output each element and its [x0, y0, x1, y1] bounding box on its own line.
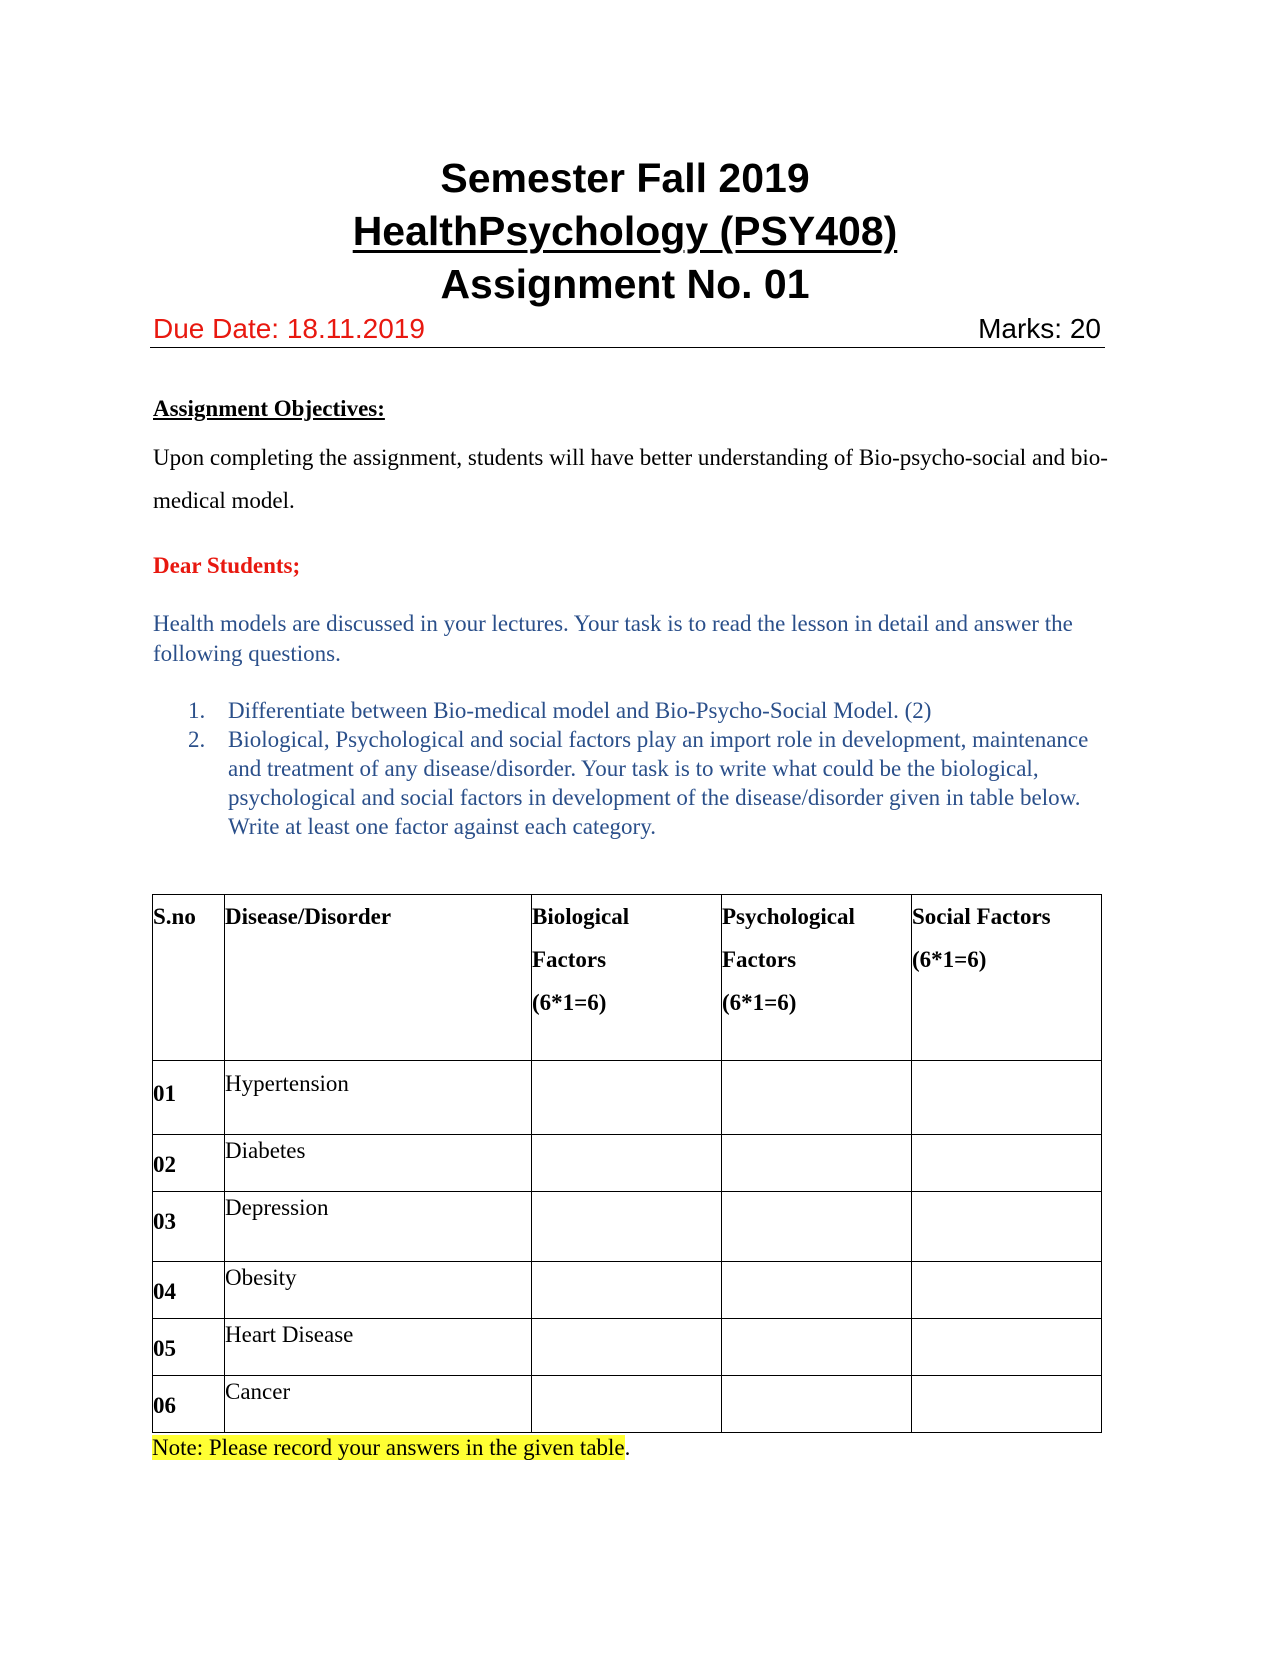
semester-title: Semester Fall 2019 — [440, 155, 810, 201]
note-highlighted-text: Note: Please record your answers in the given table — [152, 1435, 625, 1460]
row-disease-text: Obesity — [225, 1265, 297, 1290]
row-sno-text: 04 — [153, 1279, 176, 1304]
answer-biological-cell[interactable] — [532, 1061, 722, 1135]
header-biological — [532, 895, 722, 1061]
row-sno — [153, 1061, 225, 1135]
course-title — [0, 206, 1250, 256]
row-disease — [225, 1319, 532, 1376]
header-psychological-line: Psychological — [722, 904, 855, 929]
answer-psychological-cell[interactable] — [722, 1376, 912, 1433]
answer-biological-cell[interactable] — [532, 1192, 722, 1262]
row-disease-text: Cancer — [225, 1379, 291, 1404]
table-row — [153, 1319, 1102, 1376]
row-sno-text: 06 — [153, 1393, 176, 1418]
header-disease: Disease/Disorder — [225, 895, 532, 1061]
table-row — [153, 1192, 1102, 1262]
question-number: 2. — [188, 727, 206, 752]
answer-social-cell[interactable] — [912, 1135, 1102, 1192]
answer-social-cell[interactable] — [912, 1376, 1102, 1433]
table-row — [153, 1376, 1102, 1433]
question-list — [153, 696, 1113, 841]
header-psychological-line: (6*1=6) — [722, 990, 797, 1015]
objectives-text: Upon completing the assignment, students will have better understanding of Bio-psycho-social and bio-medical model. — [153, 445, 1108, 513]
answer-biological-cell[interactable] — [532, 1376, 722, 1433]
header-psychological — [722, 895, 912, 1061]
row-sno — [153, 1192, 225, 1262]
row-disease — [225, 1061, 532, 1135]
question-text: Differentiate between Bio-medical model and Bio-Psycho-Social Model. (2) — [228, 698, 932, 723]
answer-social-cell[interactable] — [912, 1192, 1102, 1262]
row-sno-text: 01 — [153, 1081, 176, 1106]
course-title-text: HealthPsychology (PSY408) — [352, 208, 898, 254]
answer-biological-cell[interactable] — [532, 1262, 722, 1319]
table-header-row — [153, 895, 1102, 1061]
header-social-line: (6*1=6) — [912, 947, 987, 972]
header-social-line: Social Factors — [912, 904, 1051, 929]
task-description: Health models are discussed in your lectures. Your task is to read the lesson in detail and answer the following questions. — [153, 611, 1073, 666]
note-tail: . — [624, 1435, 631, 1460]
header-social — [912, 895, 1102, 1061]
row-sno-text: 02 — [153, 1152, 176, 1177]
marks: Marks: 20 — [978, 313, 1101, 344]
header-sno: S.no — [153, 895, 225, 1061]
row-sno — [153, 1319, 225, 1376]
row-disease — [225, 1376, 532, 1433]
answer-biological-cell[interactable] — [532, 1135, 722, 1192]
answer-psychological-cell[interactable] — [722, 1192, 912, 1262]
header-psychological-line: Factors — [722, 947, 797, 972]
answer-social-cell[interactable] — [912, 1319, 1102, 1376]
row-disease-text: Heart Disease — [225, 1322, 354, 1347]
row-disease — [225, 1192, 532, 1262]
table-row — [153, 1061, 1102, 1135]
note — [152, 1433, 630, 1463]
table-row — [153, 1262, 1102, 1319]
question-item — [153, 696, 1113, 725]
row-sno-text: 05 — [153, 1336, 176, 1361]
header-biological-line: Factors — [532, 947, 607, 972]
answer-psychological-cell[interactable] — [722, 1135, 912, 1192]
row-disease — [225, 1135, 532, 1192]
table-row — [153, 1135, 1102, 1192]
row-sno-text: 03 — [153, 1209, 176, 1234]
answer-social-cell[interactable] — [912, 1262, 1102, 1319]
row-disease — [225, 1262, 532, 1319]
row-disease-text: Diabetes — [225, 1138, 306, 1163]
question-text: Biological, Psychological and social factors play an import role in development, maintenance and treatment of any disease/disorder. Your task is to write what could be the biological, psychological and social factors in development of the disease/disorder given in table below. Write at least one factor against each category. — [228, 727, 1089, 839]
row-disease-text: Depression — [225, 1195, 329, 1220]
answer-psychological-cell[interactable] — [722, 1262, 912, 1319]
header-biological-line: Biological — [532, 904, 630, 929]
header-biological-line: (6*1=6) — [532, 990, 607, 1015]
row-sno — [153, 1262, 225, 1319]
question-number: 1. — [188, 698, 206, 723]
factors-table — [152, 894, 1102, 1433]
row-disease-text: Hypertension — [225, 1071, 349, 1096]
assignment-title: Assignment No. 01 — [440, 261, 810, 307]
objectives-heading: Assignment Objectives: — [153, 396, 385, 421]
answer-psychological-cell[interactable] — [722, 1319, 912, 1376]
answer-social-cell[interactable] — [912, 1061, 1102, 1135]
due-date: Due Date: 18.11.2019 — [153, 313, 425, 344]
answer-psychological-cell[interactable] — [722, 1061, 912, 1135]
row-sno — [153, 1135, 225, 1192]
question-item — [153, 725, 1113, 841]
greeting: Dear Students; — [153, 553, 301, 578]
answer-biological-cell[interactable] — [532, 1319, 722, 1376]
row-sno — [153, 1376, 225, 1433]
due-marks-line — [150, 311, 1105, 348]
